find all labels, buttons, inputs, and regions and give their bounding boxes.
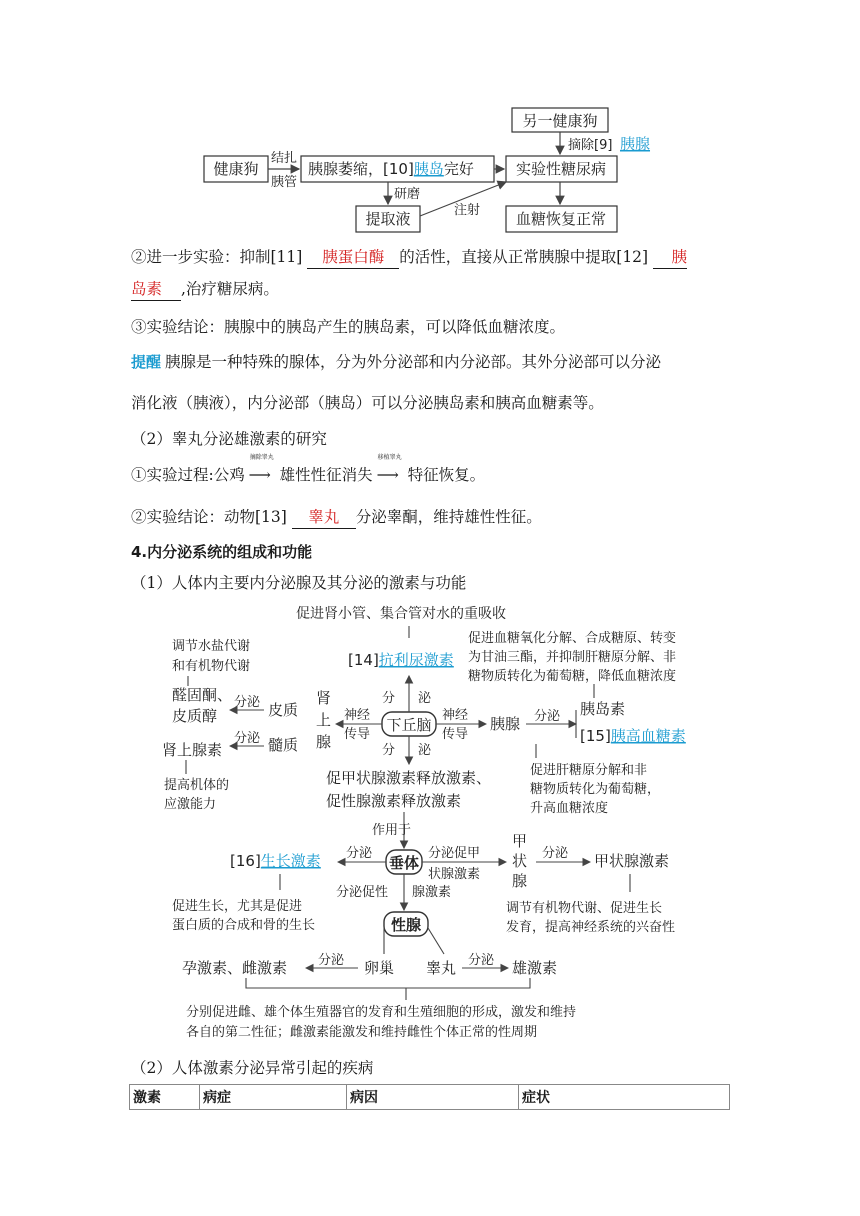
secrete-ovary: 分泌 xyxy=(318,953,345,968)
glucagon-prefix: [15] xyxy=(580,727,611,745)
further-experiment-line-2 xyxy=(131,278,279,301)
table-header-row xyxy=(130,1085,730,1110)
secrete-pancreas: 分泌 xyxy=(534,709,561,724)
secrete-gh: 分泌 xyxy=(346,846,373,861)
tip-text-1: 胰腺是一种特殊的腺体，分为外分泌部和内分泌部。其外分泌部可以分泌 xyxy=(165,353,662,371)
svg-text:胰腺萎缩，[10]胰岛完好 xyxy=(308,160,474,178)
nerve-left-2: 传导 xyxy=(344,727,371,742)
fen-up: 分 xyxy=(382,691,396,706)
atrophy-prefix: 胰腺萎缩，[10] xyxy=(308,160,414,178)
header-disease: 病症 xyxy=(200,1085,347,1110)
gluc-func-3: 升高血糖浓度 xyxy=(530,801,609,816)
answer-12a: 胰 xyxy=(653,246,687,269)
nerve-right-1: 神经 xyxy=(442,708,469,723)
inject-label: 注射 xyxy=(454,203,481,218)
transplant-testis-label: 移植睾丸 xyxy=(377,454,402,461)
medulla-label: 髓质 xyxy=(268,736,299,754)
insulin-func-2: 为甘油三酯，并抑制肝糖原分解、非 xyxy=(468,650,677,665)
sex-func-2: 各自的第二性征；雌激素能激发和维持雌性个体正常的性周期 xyxy=(186,1025,538,1040)
thyroid-3: 腺 xyxy=(512,872,528,890)
pancreas-label: 胰腺 xyxy=(490,715,521,733)
insulin-func-1: 促进血糖氧化分解、合成糖原、转变 xyxy=(468,631,677,646)
remove-testis-label: 摘除睾丸 xyxy=(249,454,274,461)
trh-2: 促性腺激素释放激素 xyxy=(326,792,462,810)
thyroxine-label: 甲状腺激素 xyxy=(594,852,670,870)
cortisol-label: 皮质醇 xyxy=(172,707,218,725)
glucagon-answer: 胰高血糖素 xyxy=(610,727,686,745)
secrete-cortex: 分泌 xyxy=(234,695,261,710)
islet-label: 胰岛素 xyxy=(580,700,626,718)
header-cause: 病因 xyxy=(347,1085,519,1110)
section-2-title: （2）睾丸分泌雄激素的研究 xyxy=(131,430,327,448)
adrenal-1: 肾 xyxy=(316,689,332,707)
thy-func-2: 发育，提高神经系统的兴奋性 xyxy=(506,920,676,935)
atrophy-answer: 胰岛 xyxy=(413,160,444,178)
androgen-label: 雄激素 xyxy=(512,959,558,977)
diabetes-label: 实验性糖尿病 xyxy=(515,160,607,178)
header-symptom: 症状 xyxy=(519,1085,730,1110)
answer-12b: 岛素 xyxy=(131,278,181,301)
gonad-label: 性腺 xyxy=(390,916,422,934)
water-salt-2: 和有机物代谢 xyxy=(172,659,251,674)
grind-label: 研磨 xyxy=(394,187,421,202)
answer-11: 胰蛋白酶 xyxy=(307,246,399,269)
rooster-prefix: ①实验过程:公鸡 xyxy=(131,466,245,484)
remove-answer: 胰腺 xyxy=(620,135,651,153)
aldosterone-label: 醛固酮、 xyxy=(172,686,233,704)
tsh-1: 分泌促甲 xyxy=(428,846,481,861)
ovary-label: 卵巢 xyxy=(364,959,395,977)
header-hormone: 激素 xyxy=(130,1085,200,1110)
water-salt-1: 调节水盐代谢 xyxy=(172,639,251,654)
transplant-testis-arrow: 移植睾丸 ⟶ xyxy=(373,464,403,486)
rooster-experiment-line xyxy=(131,454,486,486)
adh-prefix: [14] xyxy=(348,651,379,669)
recover-label: 血糖恢复正常 xyxy=(515,210,607,228)
adh-function: 促进肾小管、集合管对水的重吸收 xyxy=(296,606,506,622)
dog-experiment-diagram xyxy=(196,106,666,242)
adh-answer: 抗利尿激素 xyxy=(378,651,454,669)
act-on-label: 作用于 xyxy=(372,823,412,838)
adrenal-2: 上 xyxy=(316,711,332,729)
thyroid-1: 甲 xyxy=(512,832,528,850)
epi-func-2: 应激能力 xyxy=(164,797,217,812)
conclusion-line: ③实验结论：胰腺中的胰岛产生的胰岛素，可以降低血糖浓度。 xyxy=(131,318,566,336)
ligate-label-1: 结扎 xyxy=(270,151,298,166)
hypothalamus-label: 下丘脑 xyxy=(386,716,432,734)
svg-text:[16]生长激素 xyxy=(230,852,321,870)
insulin-func-3: 糖物质转化为葡萄糖，降低血糖浓度 xyxy=(468,669,677,684)
epi-func-1: 提高机体的 xyxy=(164,778,230,793)
gh-prefix: [16] xyxy=(230,852,261,870)
testis-label: 睾丸 xyxy=(426,959,457,977)
trh-1: 促甲状腺激素释放激素、 xyxy=(326,769,492,787)
cortex-label: 皮质 xyxy=(268,701,299,719)
fen-down: 分 xyxy=(382,743,396,758)
further-experiment-line-1 xyxy=(131,246,687,269)
epinephrine-label: 肾上腺素 xyxy=(162,741,223,759)
heading-4: 4.内分泌系统的组成和功能 xyxy=(131,543,313,561)
gluc-func-1: 促进肝糖原分解和非 xyxy=(530,763,648,778)
adrenal-3: 腺 xyxy=(316,733,332,751)
testis-conclusion-line xyxy=(131,506,542,529)
gh-func-1: 促进生长，尤其是促进 xyxy=(172,899,303,914)
p2-middle: 的活性，直接从正常胰腺中提取[12] xyxy=(399,248,649,266)
disease-table xyxy=(129,1084,730,1110)
rooster-middle: 雄性性征消失 xyxy=(279,466,373,484)
healthy-dog-label: 健康狗 xyxy=(213,160,259,178)
mi-up: 泌 xyxy=(418,691,432,706)
svg-text:[15]胰高血糖素 xyxy=(580,727,686,745)
gh-func-2: 蛋白质的合成和骨的生长 xyxy=(172,918,316,933)
tsh-2: 状腺激素 xyxy=(428,867,481,882)
thyroid-2: 状 xyxy=(512,852,528,870)
p2-suffix: ,治疗糖尿病。 xyxy=(181,280,279,298)
secrete-testis: 分泌 xyxy=(468,953,495,968)
svg-text:[14]抗利尿激素 xyxy=(348,651,454,669)
tip-line-2: 消化液（胰液），内分泌部（胰岛）可以分泌胰岛素和胰高血糖素等。 xyxy=(131,394,604,412)
atrophy-suffix: 完好 xyxy=(443,160,474,178)
gonadotropin-1: 分泌促性 xyxy=(336,885,389,900)
ligate-label-2: 胰管 xyxy=(270,175,298,190)
p2-prefix: ②进一步实验：抑制[11] xyxy=(131,248,303,266)
nerve-right-2: 传导 xyxy=(442,727,469,742)
mi-down: 泌 xyxy=(418,743,432,758)
remove-testis-arrow: 摘除睾丸 ⟶ xyxy=(245,464,275,486)
thy-func-1: 调节有机物代谢、促进生长 xyxy=(506,901,663,916)
rooster-suffix: 特征恢复。 xyxy=(407,466,486,484)
secrete-thyroid: 分泌 xyxy=(542,846,569,861)
gh-answer: 生长激素 xyxy=(260,852,321,870)
sex-func-1: 分别促进雌、雄个体生殖器官的发育和生殖细胞的形成，激发和维持 xyxy=(186,1005,577,1020)
remove-label: 摘除[9] xyxy=(568,138,613,153)
subheading-2: （2）人体激素分泌异常引起的疾病 xyxy=(131,1059,374,1077)
another-dog-label: 另一健康狗 xyxy=(522,112,598,130)
gonadotropin-2: 腺激素 xyxy=(412,885,452,900)
subheading-1: （1）人体内主要内分泌腺及其分泌的激素与功能 xyxy=(131,574,467,592)
nerve-left-1: 神经 xyxy=(344,708,371,723)
pituitary-label: 垂体 xyxy=(388,854,420,872)
testis-prefix: ②实验结论：动物[13] xyxy=(131,508,287,526)
estrogen-label: 孕激素、雌激素 xyxy=(182,959,288,977)
endocrine-system-diagram xyxy=(150,598,710,1050)
tip-line-1 xyxy=(131,351,661,373)
secrete-medulla: 分泌 xyxy=(234,731,261,746)
tip-badge: 提醒 xyxy=(131,353,162,371)
answer-13: 睾丸 xyxy=(292,506,356,529)
gluc-func-2: 糖物质转化为葡萄糖， xyxy=(530,782,661,797)
testis-suffix: 分泌睾酮，维持雄性性征。 xyxy=(355,508,542,526)
extract-label: 提取液 xyxy=(365,210,411,228)
